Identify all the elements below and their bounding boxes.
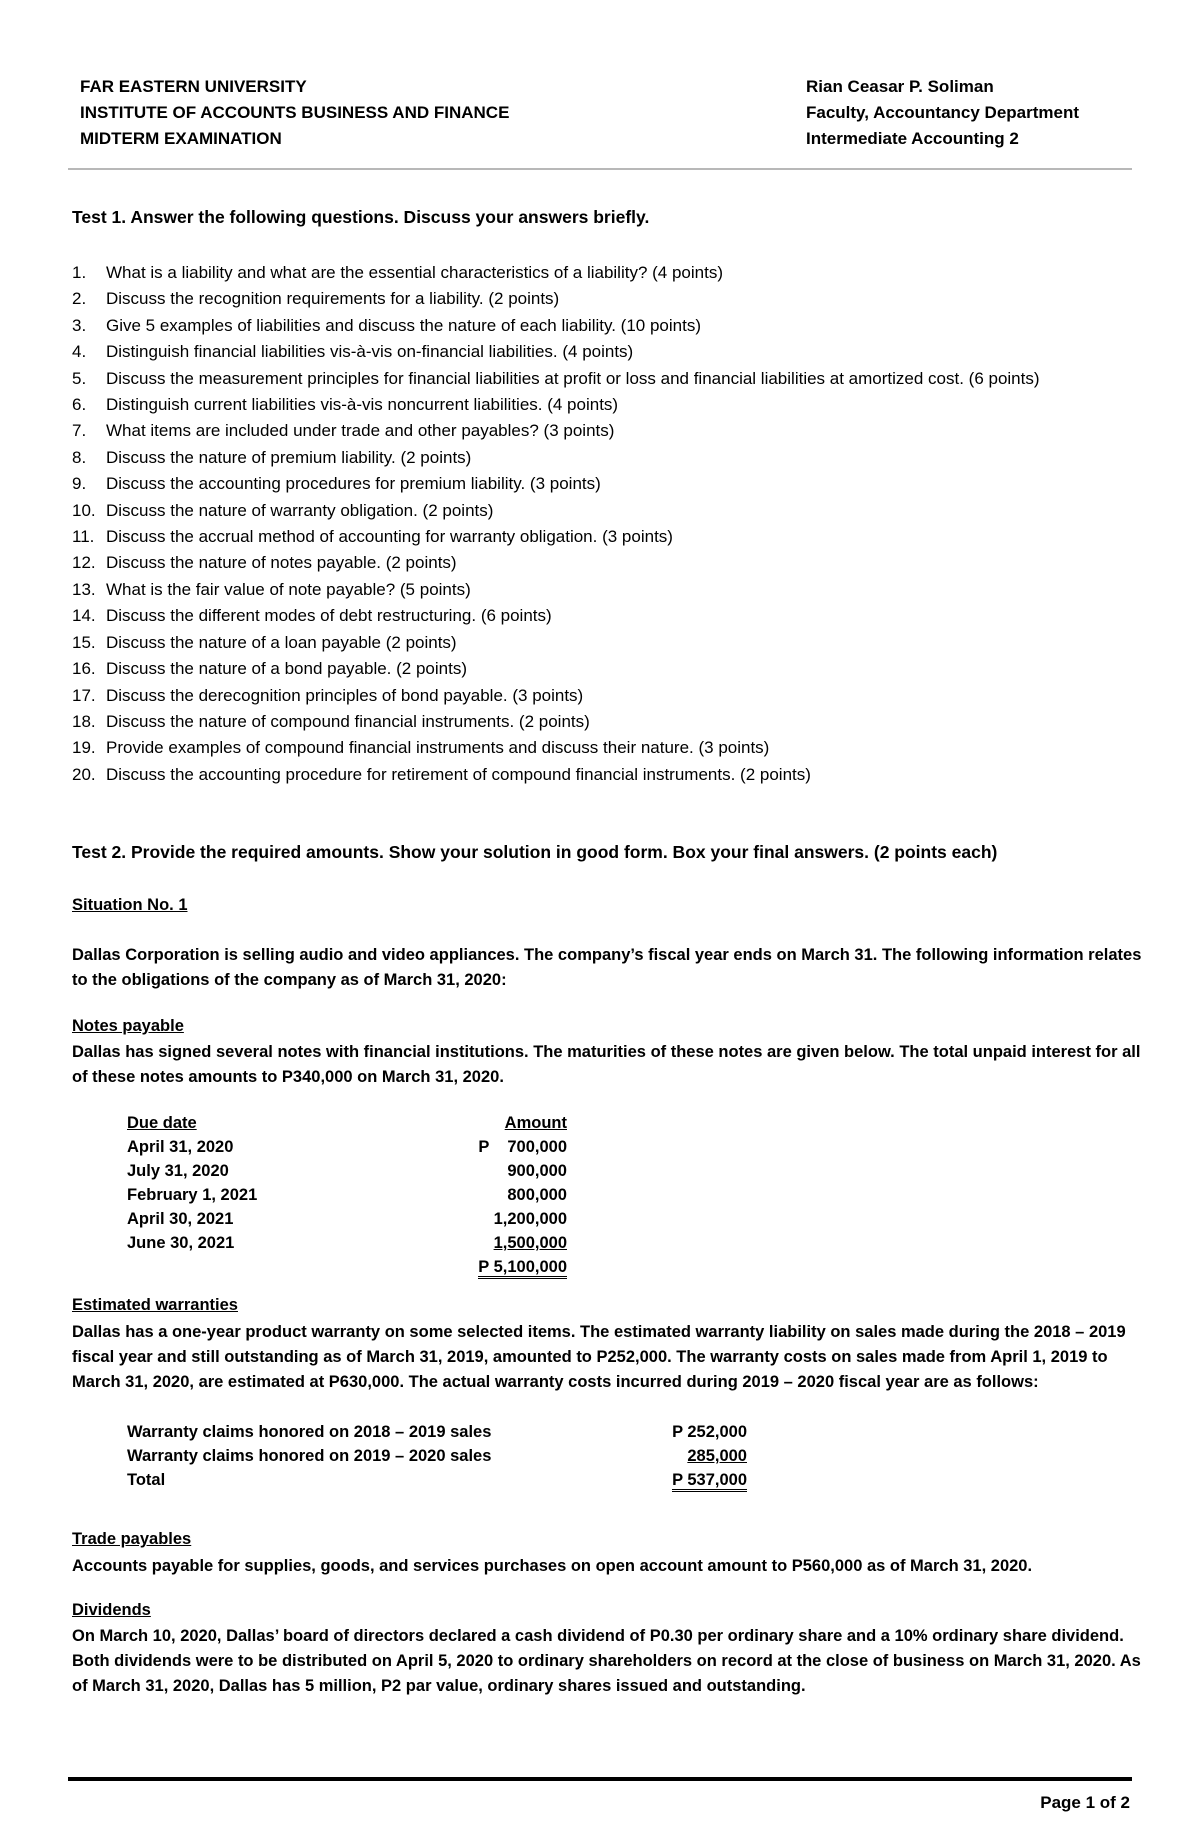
due-date-cell: June 30, 2021 <box>127 1234 235 1252</box>
amount-header: Amount <box>504 1114 567 1132</box>
trade-payables-title: Trade payables <box>72 1530 192 1548</box>
trade-payables-text: Accounts payable for supplies, goods, and services purchases on open account amount to P560,000 as of March 31, 2020. <box>72 1557 1033 1575</box>
header-right <box>806 74 1079 152</box>
test1-question-list <box>72 260 1142 788</box>
question-item <box>72 260 1142 286</box>
question-item <box>72 603 1142 629</box>
question-item <box>72 709 1142 735</box>
table-row <box>127 1183 567 1207</box>
question-item <box>72 313 1142 339</box>
question-number: 13. <box>72 579 96 599</box>
header-left <box>80 74 509 152</box>
question-text: Discuss the nature of premium liability. (2 points) <box>106 447 472 467</box>
question-number: 18. <box>72 711 96 731</box>
due-date-cell: April 31, 2020 <box>127 1138 234 1156</box>
question-item <box>72 762 1142 788</box>
question-item <box>72 683 1142 709</box>
page-number: Page 1 of 2 <box>1040 1793 1130 1812</box>
institute-name: INSTITUTE OF ACCOUNTS BUSINESS AND FINANCE <box>80 103 510 122</box>
question-number: 4. <box>72 342 87 362</box>
warranty-label: Warranty claims honored on 2018 – 2019 sales <box>127 1423 492 1441</box>
question-number: 10. <box>72 500 96 520</box>
question-number: 16. <box>72 659 96 679</box>
question-text: Provide examples of compound financial instruments and discuss their nature. (3 points) <box>106 738 770 758</box>
table-row <box>127 1420 747 1444</box>
question-text: Discuss the accrual method of accounting for warranty obligation. (3 points) <box>106 527 673 547</box>
question-number: 5. <box>72 368 87 388</box>
question-item <box>72 418 1142 444</box>
footer-divider <box>68 1777 1132 1781</box>
table-row <box>127 1207 567 1231</box>
due-date-cell: February 1, 2021 <box>127 1186 258 1204</box>
question-item <box>72 498 1142 524</box>
question-number: 15. <box>72 632 96 652</box>
question-item <box>72 339 1142 365</box>
table-row <box>127 1231 567 1255</box>
question-number: 20. <box>72 764 96 784</box>
dividends-text: On March 10, 2020, Dallas’ board of directors declared a cash dividend of P0.30 per ordinary share and a 10% ordinary share dividend. Both dividends were to be distributed on April 5, 2020 to ordinary shareholders on record at the close of business on March 31, 2020. As of March 31, 2020, Dallas has 5 million, P2 par value, ordinary shares issued and outstanding. <box>72 1627 1141 1695</box>
question-item <box>72 577 1142 603</box>
question-text: Discuss the nature of notes payable. (2 points) <box>106 553 457 573</box>
amount-cell: 1,200,000 <box>493 1210 567 1228</box>
warranty-label: Warranty claims honored on 2019 – 2020 sales <box>127 1447 492 1465</box>
question-text: Distinguish financial liabilities vis-à-vis on-financial liabilities. (4 points) <box>106 342 634 362</box>
due-date-cell: April 30, 2021 <box>127 1210 234 1228</box>
question-item <box>72 445 1142 471</box>
author-name: Rian Ceasar P. Soliman <box>806 77 994 96</box>
due-date-header: Due date <box>127 1114 197 1132</box>
warranty-table <box>127 1420 747 1492</box>
question-item <box>72 471 1142 497</box>
question-number: 6. <box>72 395 87 415</box>
question-text: What is the fair value of note payable? (5 points) <box>106 579 471 599</box>
test2-heading: Test 2. Provide the required amounts. Show your solution in good form. Box your final answers. (2 points each) <box>72 842 998 862</box>
question-item <box>72 735 1142 761</box>
notes-total: P 5,100,000 <box>478 1258 567 1279</box>
question-number: 9. <box>72 474 87 494</box>
question-item <box>72 392 1142 418</box>
amount-cell: 900,000 <box>507 1162 567 1180</box>
question-item <box>72 550 1142 576</box>
table-row <box>127 1135 567 1159</box>
notes-table-header <box>127 1111 567 1135</box>
warranty-total-label: Total <box>127 1471 166 1489</box>
notes-table <box>127 1111 567 1279</box>
course-name: Intermediate Accounting 2 <box>806 129 1019 148</box>
question-number: 8. <box>72 447 87 467</box>
exam-title: MIDTERM EXAMINATION <box>80 129 282 148</box>
warranties-title: Estimated warranties <box>72 1296 238 1314</box>
question-text: Distinguish current liabilities vis-à-vis noncurrent liabilities. (4 points) <box>106 395 619 415</box>
table-total-row <box>127 1255 567 1279</box>
question-number: 11. <box>72 527 95 547</box>
question-text: Discuss the nature of a loan payable (2 points) <box>106 632 457 652</box>
question-item <box>72 630 1142 656</box>
question-number: 3. <box>72 315 87 335</box>
question-item <box>72 286 1142 312</box>
question-text: Discuss the different modes of debt restructuring. (6 points) <box>106 606 552 626</box>
question-text: Discuss the accounting procedure for retirement of compound financial instruments. (2 points) <box>106 764 811 784</box>
question-item <box>72 656 1142 682</box>
situation-title: Situation No. 1 <box>72 896 188 914</box>
question-number: 12. <box>72 553 96 573</box>
question-number: 14. <box>72 606 96 626</box>
question-text: Discuss the accounting procedures for premium liability. (3 points) <box>106 474 601 494</box>
warranty-amount: P 252,000 <box>672 1423 747 1441</box>
amount-cell: 1,500,000 <box>493 1234 567 1252</box>
question-text: Give 5 examples of liabilities and discuss the nature of each liability. (10 points) <box>106 315 701 335</box>
notes-payable-text: Dallas has signed several notes with financial institutions. The maturities of these notes are given below. The total unpaid interest for all of these notes amounts to P340,000 on March 31, 2020. <box>72 1043 1141 1086</box>
question-number: 2. <box>72 289 87 309</box>
question-item <box>72 524 1142 550</box>
dividends-title: Dividends <box>72 1601 151 1619</box>
table-row <box>127 1159 567 1183</box>
situation-intro: Dallas Corporation is selling audio and video appliances. The company’s fiscal year ends on March 31. The following information relates to the obligations of the company as of March 31, 2020: <box>72 946 1142 989</box>
question-text: What items are included under trade and other payables? (3 points) <box>106 421 615 441</box>
due-date-cell: July 31, 2020 <box>127 1162 229 1180</box>
university-name: FAR EASTERN UNIVERSITY <box>80 77 307 96</box>
question-number: 7. <box>72 421 87 441</box>
amount-cell: P 700,000 <box>478 1138 567 1156</box>
amount-cell: 800,000 <box>507 1186 567 1204</box>
question-text: What is a liability and what are the essential characteristics of a liability? (4 points) <box>106 263 724 282</box>
table-total-row <box>127 1468 747 1492</box>
question-text: Discuss the nature of warranty obligation. (2 points) <box>106 500 494 520</box>
question-text: Discuss the measurement principles for financial liabilities at profit or loss and financial liabilities at amortized cost. (6 points) <box>106 368 1040 388</box>
question-item <box>72 366 1142 392</box>
question-text: Discuss the derecognition principles of bond payable. (3 points) <box>106 685 584 705</box>
test1-heading: Test 1. Answer the following questions. Discuss your answers briefly. <box>72 207 650 227</box>
header-divider <box>68 168 1132 170</box>
question-text: Discuss the nature of a bond payable. (2 points) <box>106 659 467 679</box>
question-text: Discuss the nature of compound financial instruments. (2 points) <box>106 711 590 731</box>
notes-payable-title: Notes payable <box>72 1017 184 1035</box>
question-text: Discuss the recognition requirements for a liability. (2 points) <box>106 289 560 309</box>
warranty-total: P 537,000 <box>672 1471 747 1492</box>
table-row <box>127 1444 747 1468</box>
warranty-amount: 285,000 <box>687 1447 747 1465</box>
question-number: 1. <box>72 263 87 282</box>
question-number: 19. <box>72 738 96 758</box>
question-number: 17. <box>72 685 96 705</box>
warranties-text: Dallas has a one-year product warranty on some selected items. The estimated warranty liability on sales made during the 2018 – 2019 fiscal year and still outstanding as of March 31, 2019, amounted to P252,000. The warranty costs on sales made from April 1, 2019 to March 31, 2020, are estimated at P630,000. The actual warranty costs incurred during 2019 – 2020 fiscal year are as follows: <box>72 1323 1126 1391</box>
author-position: Faculty, Accountancy Department <box>806 103 1080 122</box>
